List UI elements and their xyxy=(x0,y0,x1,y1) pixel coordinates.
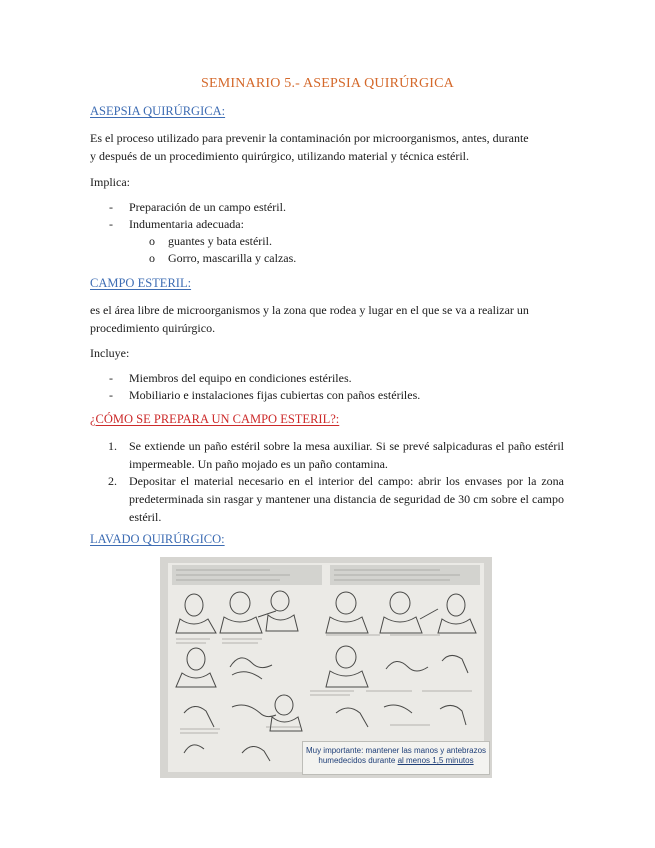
bullet-mark: - xyxy=(109,371,113,385)
label-implica: Implica: xyxy=(90,175,130,189)
list-item-text: Mobiliario e instalaciones fijas cubiertas con paños estériles. xyxy=(129,388,421,402)
paragraph-campo-line1: es el área libre de microorganismos y la zona que rodea y lugar en el que se va a realizar un xyxy=(90,303,529,317)
item-number: 1. xyxy=(108,439,117,453)
note-line2 xyxy=(303,756,489,766)
bullet-mark: - xyxy=(109,200,113,214)
bullet-mark: - xyxy=(109,388,113,402)
sub-bullet-mark: o xyxy=(149,251,155,265)
numbered-item xyxy=(108,472,564,526)
list-item-text: Indumentaria adecuada: xyxy=(129,217,244,231)
figure-important-note xyxy=(302,741,490,775)
surgical-handwash-figure xyxy=(160,557,492,778)
numbered-item-text: Se extiende un paño estéril sobre la mesa auxiliar. Si se prevé salpicaduras el paño estéril impermeable. Un paño mojado es un paño contamina. xyxy=(129,439,564,471)
numbered-item-text: Depositar el material necesario en el interior del campo: abrir los envases por la zona predeterminada sin rasgar y mantener una distancia de seguridad de 30 cm sobre el campo estéril. xyxy=(129,474,564,524)
numbered-item xyxy=(108,437,564,473)
note-line2-start: humedecidos durante xyxy=(318,756,398,765)
sub-list-item-text: Gorro, mascarilla y calzas. xyxy=(168,251,297,265)
heading-como-preparar: ¿CÓMO SE PREPARA UN CAMPO ESTERIL?: xyxy=(90,412,340,426)
item-number: 2. xyxy=(108,474,117,488)
note-line2-emphasis: al menos 1,5 minutos xyxy=(397,756,474,765)
list-item-text: Preparación de un campo estéril. xyxy=(129,200,286,214)
sub-bullet-mark: o xyxy=(149,234,155,248)
paragraph-campo-line2: procedimiento quirúrgico. xyxy=(90,321,216,335)
paragraph-asepsia-line2: y después de un procedimiento quirúrgico, utilizando material y técnica estéril. xyxy=(90,149,469,163)
heading-campo-esteril: CAMPO ESTERIL: xyxy=(90,276,192,290)
paragraph-asepsia-line1: Es el proceso utilizado para prevenir la contaminación por microorganismos, antes, durante xyxy=(90,131,529,145)
heading-lavado: LAVADO QUIRÚRGICO: xyxy=(90,532,225,546)
heading-asepsia: ASEPSIA QUIRÚRGICA: xyxy=(90,104,226,118)
label-incluye: Incluye: xyxy=(90,346,130,360)
document-title: SEMINARIO 5.- ASEPSIA QUIRÚRGICA xyxy=(201,76,454,91)
bullet-mark: - xyxy=(109,217,113,231)
note-line1: Muy importante: mantener las manos y antebrazos xyxy=(305,746,487,755)
list-item-text: Miembros del equipo en condiciones estériles. xyxy=(129,371,352,385)
sub-list-item-text: guantes y bata estéril. xyxy=(168,234,272,248)
